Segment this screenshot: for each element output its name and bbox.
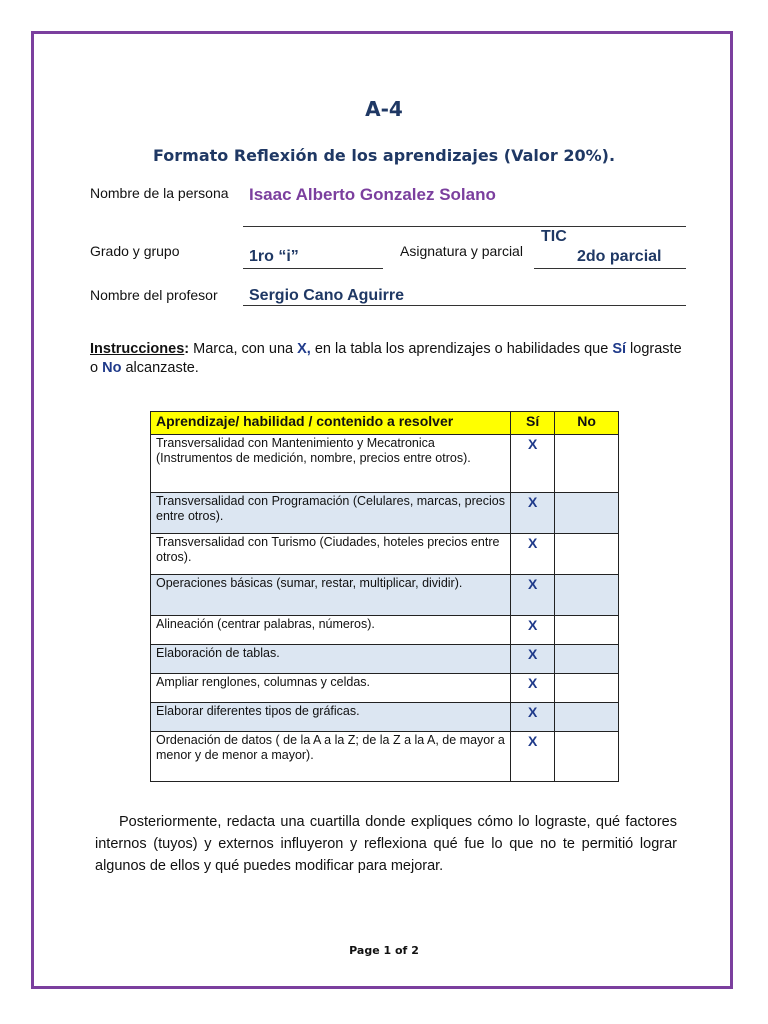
profesor-underline	[243, 305, 686, 306]
row-text: Transversalidad con Turismo (Ciudades, hoteles precios entre otros).	[151, 534, 511, 575]
row-si-mark: X	[511, 732, 555, 782]
footer-page-word: Page	[349, 944, 384, 957]
row-no-mark	[555, 435, 619, 493]
profesor-value: Sergio Cano Aguirre	[249, 287, 404, 304]
grado-value: 1ro “i”	[249, 248, 299, 265]
row-si-mark: X	[511, 493, 555, 534]
row-text: Alineación (centrar palabras, números).	[151, 616, 511, 645]
header-aprendizaje: Aprendizaje/ habilidad / contenido a resolver	[151, 412, 511, 435]
footer-page-num: 1	[383, 944, 392, 957]
row-no-mark	[555, 732, 619, 782]
table-header-row	[151, 412, 619, 435]
parcial-value: 2do parcial	[577, 248, 662, 265]
reflection-paragraph: Posteriormente, redacta una cuartilla donde expliques cómo lo lograste, qué factores internos (tuyos) y externos influyeron y reflexiona qué fue lo que no te permitió lograr algunos de ellos y qué puedes modificar para mejorar.	[95, 814, 677, 874]
header-no: No	[555, 412, 619, 435]
table-row	[151, 534, 619, 575]
document-subtitle: Formato Reflexión de los aprendizajes (Valor 20%).	[152, 146, 616, 165]
instructions-no: No	[102, 360, 122, 376]
row-text: Ampliar renglones, columnas y celdas.	[151, 674, 511, 703]
instructions-heading: Instrucciones	[90, 341, 185, 357]
nombre-underline	[243, 226, 686, 227]
footer-page-total: 2	[411, 944, 419, 957]
document-title: A-4	[365, 97, 403, 121]
table-row	[151, 674, 619, 703]
row-text: Transversalidad con Mantenimiento y Mecatronica (Instrumentos de medición, nombre, precios entre otros).	[151, 435, 511, 493]
row-no-mark	[555, 616, 619, 645]
instructions-x: X,	[297, 341, 311, 357]
row-si-mark: X	[511, 645, 555, 674]
row-text: Operaciones básicas (sumar, restar, multiplicar, dividir).	[151, 575, 511, 616]
nombre-value: Isaac Alberto Gonzalez Solano	[249, 185, 496, 204]
table-row	[151, 645, 619, 674]
page-footer	[0, 944, 768, 957]
instructions-text-4: alcanzaste.	[121, 360, 199, 376]
grado-underline	[243, 268, 383, 269]
row-si-mark: X	[511, 674, 555, 703]
instructions-colon: :	[184, 341, 190, 357]
table-row	[151, 493, 619, 534]
row-text: Elaboración de tablas.	[151, 645, 511, 674]
table-row	[151, 616, 619, 645]
row-no-mark	[555, 645, 619, 674]
asignatura-value: TIC	[541, 228, 567, 245]
row-text: Ordenación de datos ( de la A a la Z; de la Z a la A, de mayor a menor y de menor a mayor).	[151, 732, 511, 782]
row-no-mark	[555, 493, 619, 534]
row-no-mark	[555, 703, 619, 732]
instructions-text-3: lograste o	[90, 341, 682, 376]
row-si-mark: X	[511, 575, 555, 616]
instructions-si: Sí	[612, 341, 627, 357]
nombre-label: Nombre de la persona	[90, 185, 229, 201]
asignatura-underline	[534, 268, 686, 269]
footer-of-word: of	[391, 944, 412, 957]
row-si-mark: X	[511, 534, 555, 575]
row-text: Elaborar diferentes tipos de gráficas.	[151, 703, 511, 732]
row-si-mark: X	[511, 616, 555, 645]
row-text: Transversalidad con Programación (Celulares, marcas, precios entre otros).	[151, 493, 511, 534]
table-row	[151, 435, 619, 493]
instructions-text-2: en la tabla los aprendizajes o habilidades que	[310, 341, 613, 357]
profesor-label: Nombre del profesor	[90, 287, 218, 303]
row-si-mark: X	[511, 703, 555, 732]
instructions-text-1: Marca, con una	[189, 341, 298, 357]
header-si: Sí	[511, 412, 555, 435]
table-row	[151, 703, 619, 732]
table-row	[151, 575, 619, 616]
row-no-mark	[555, 534, 619, 575]
row-no-mark	[555, 674, 619, 703]
instructions	[90, 340, 688, 378]
asignatura-label: Asignatura y parcial	[400, 243, 523, 259]
row-no-mark	[555, 575, 619, 616]
grado-label: Grado y grupo	[90, 243, 180, 259]
row-si-mark: X	[511, 435, 555, 493]
learning-table	[150, 411, 619, 782]
table-row	[151, 732, 619, 782]
